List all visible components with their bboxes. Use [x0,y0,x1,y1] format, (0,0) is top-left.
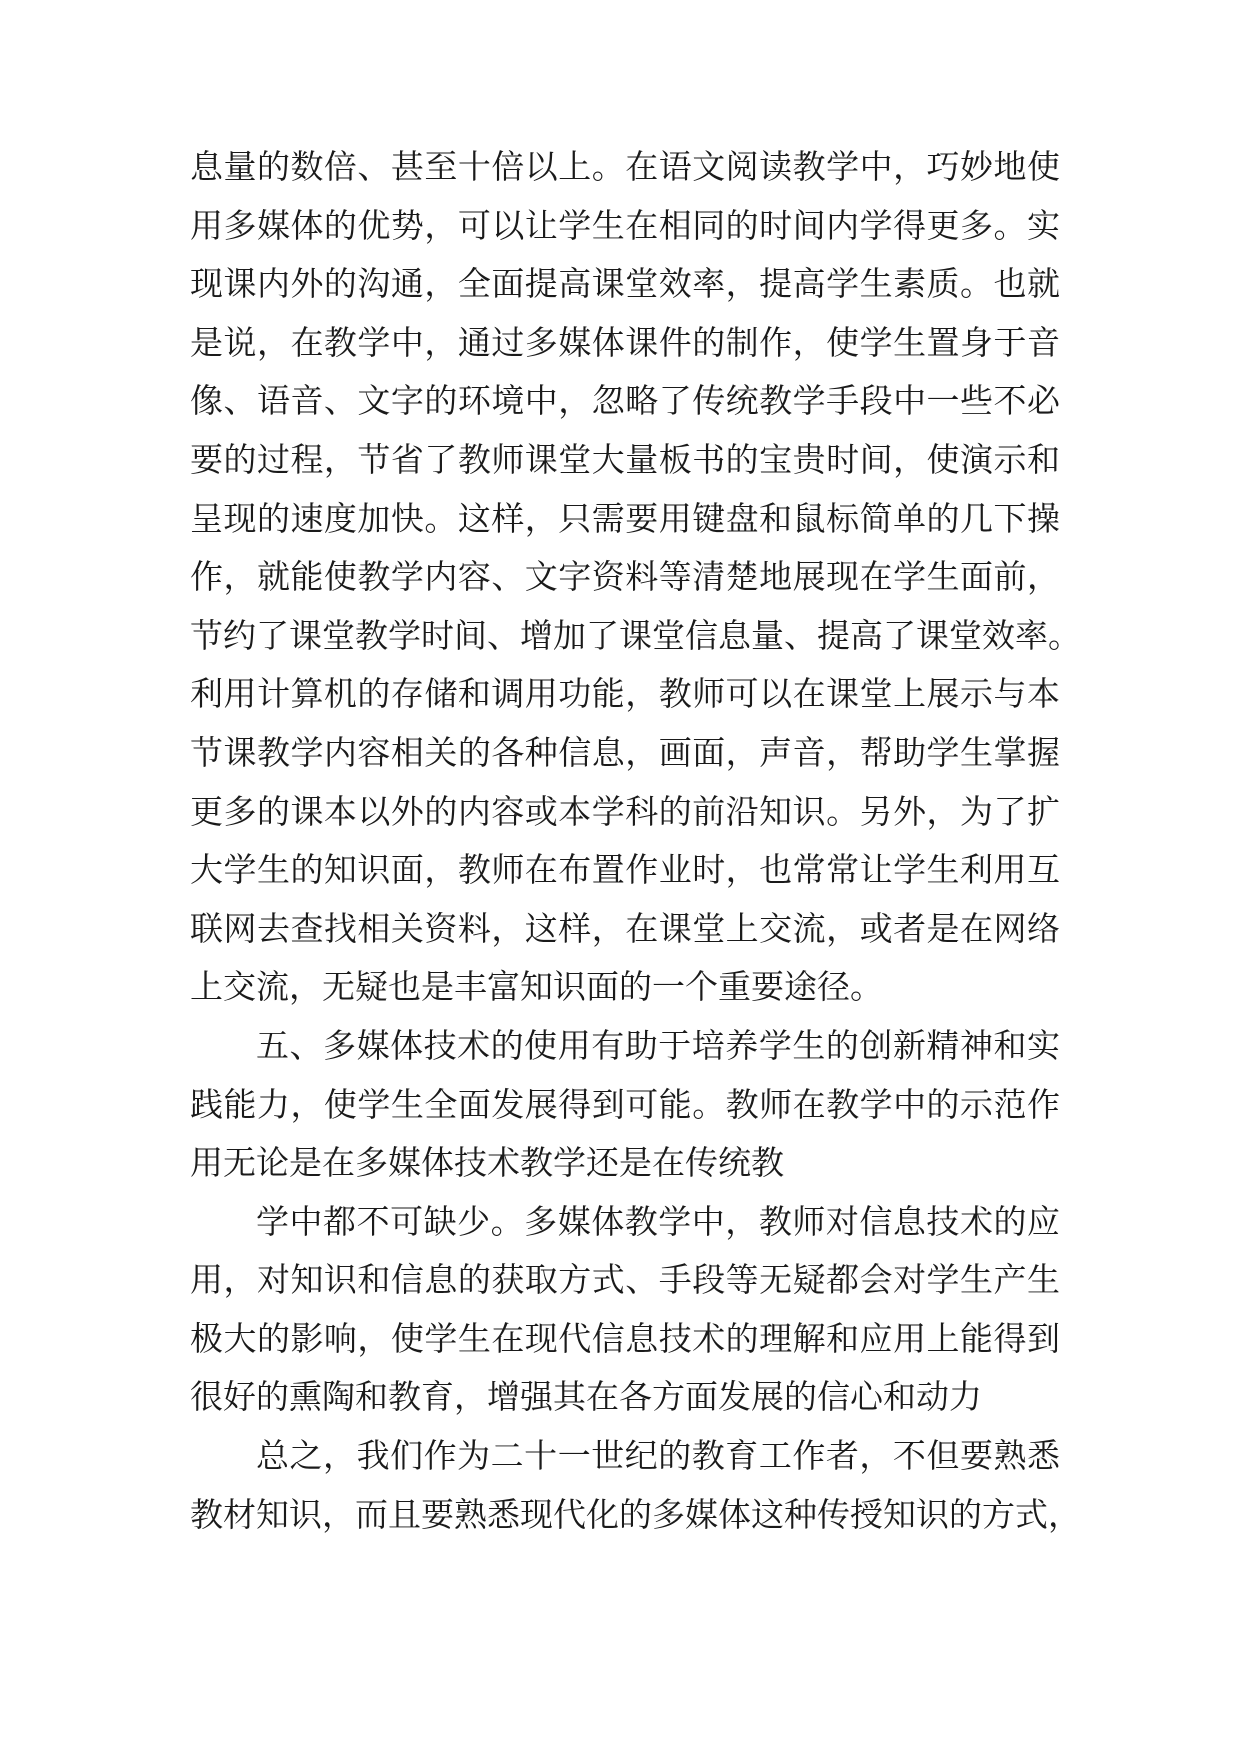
text-line: 用无论是在多媒体技术教学还是在传统教 [190,1143,784,1183]
text-line: 像、语音、文字的环境中，忽略了传统教学手段中一些不必 [190,381,1060,421]
text-line: 联网去查找相关资料，这样，在课堂上交流，或者是在网络 [190,908,1060,948]
text-line: 用，对知识和信息的获取方式、手段等无疑都会对学生产生 [190,1260,1060,1300]
text-line: 节课教学内容相关的各种信息，画面，声音，帮助学生掌握 [190,732,1060,772]
text-line: 要的过程，节省了教师课堂大量板书的宝贵时间，使演示和 [190,439,1060,479]
text-line: 更多的课本以外的内容或本学科的前沿知识。另外，为了扩 [190,791,1060,831]
text-line: 节约了课堂教学时间、增加了课堂信息量、提高了课堂效率。 [190,615,1081,655]
text-line: 是说，在教学中，通过多媒体课件的制作，使学生置身于音 [190,322,1060,362]
text-line: 呈现的速度加快。这样，只需要用键盘和鼠标简单的几下操 [190,498,1060,538]
text-line: 作，就能使教学内容、文字资料等清楚地展现在学生面前， [190,557,1060,597]
text-line: 利用计算机的存储和调用功能，教师可以在课堂上展示与本 [190,674,1060,714]
text-line: 五、多媒体技术的使用有助于培养学生的创新精神和实 [256,1025,1060,1065]
text-line: 大学生的知识面，教师在布置作业时，也常常让学生利用互 [190,850,1060,890]
text-line: 用多媒体的优势，可以让学生在相同的时间内学得更多。实 [190,205,1060,245]
text-line: 教材知识，而且要熟悉现代化的多媒体这种传授知识的方式， [190,1494,1081,1534]
text-line: 上交流，无疑也是丰富知识面的一个重要途径。 [190,967,883,1007]
text-line: 极大的影响，使学生在现代信息技术的理解和应用上能得到 [190,1318,1060,1358]
body-text [190,138,1081,1544]
text-line: 现课内外的沟通，全面提高课堂效率，提高学生素质。也就 [190,264,1060,304]
text-line: 学中都不可缺少。多媒体教学中，教师对信息技术的应 [256,1201,1060,1241]
text-line: 很好的熏陶和教育，增强其在各方面发展的信心和动力 [190,1377,982,1417]
text-line: 践能力，使学生全面发展得到可能。教师在教学中的示范作 [190,1084,1060,1124]
text-line: 总之，我们作为二十一世纪的教育工作者，不但要熟悉 [256,1436,1060,1476]
text-line: 息量的数倍、甚至十倍以上。在语文阅读教学中，巧妙地使 [190,147,1060,186]
